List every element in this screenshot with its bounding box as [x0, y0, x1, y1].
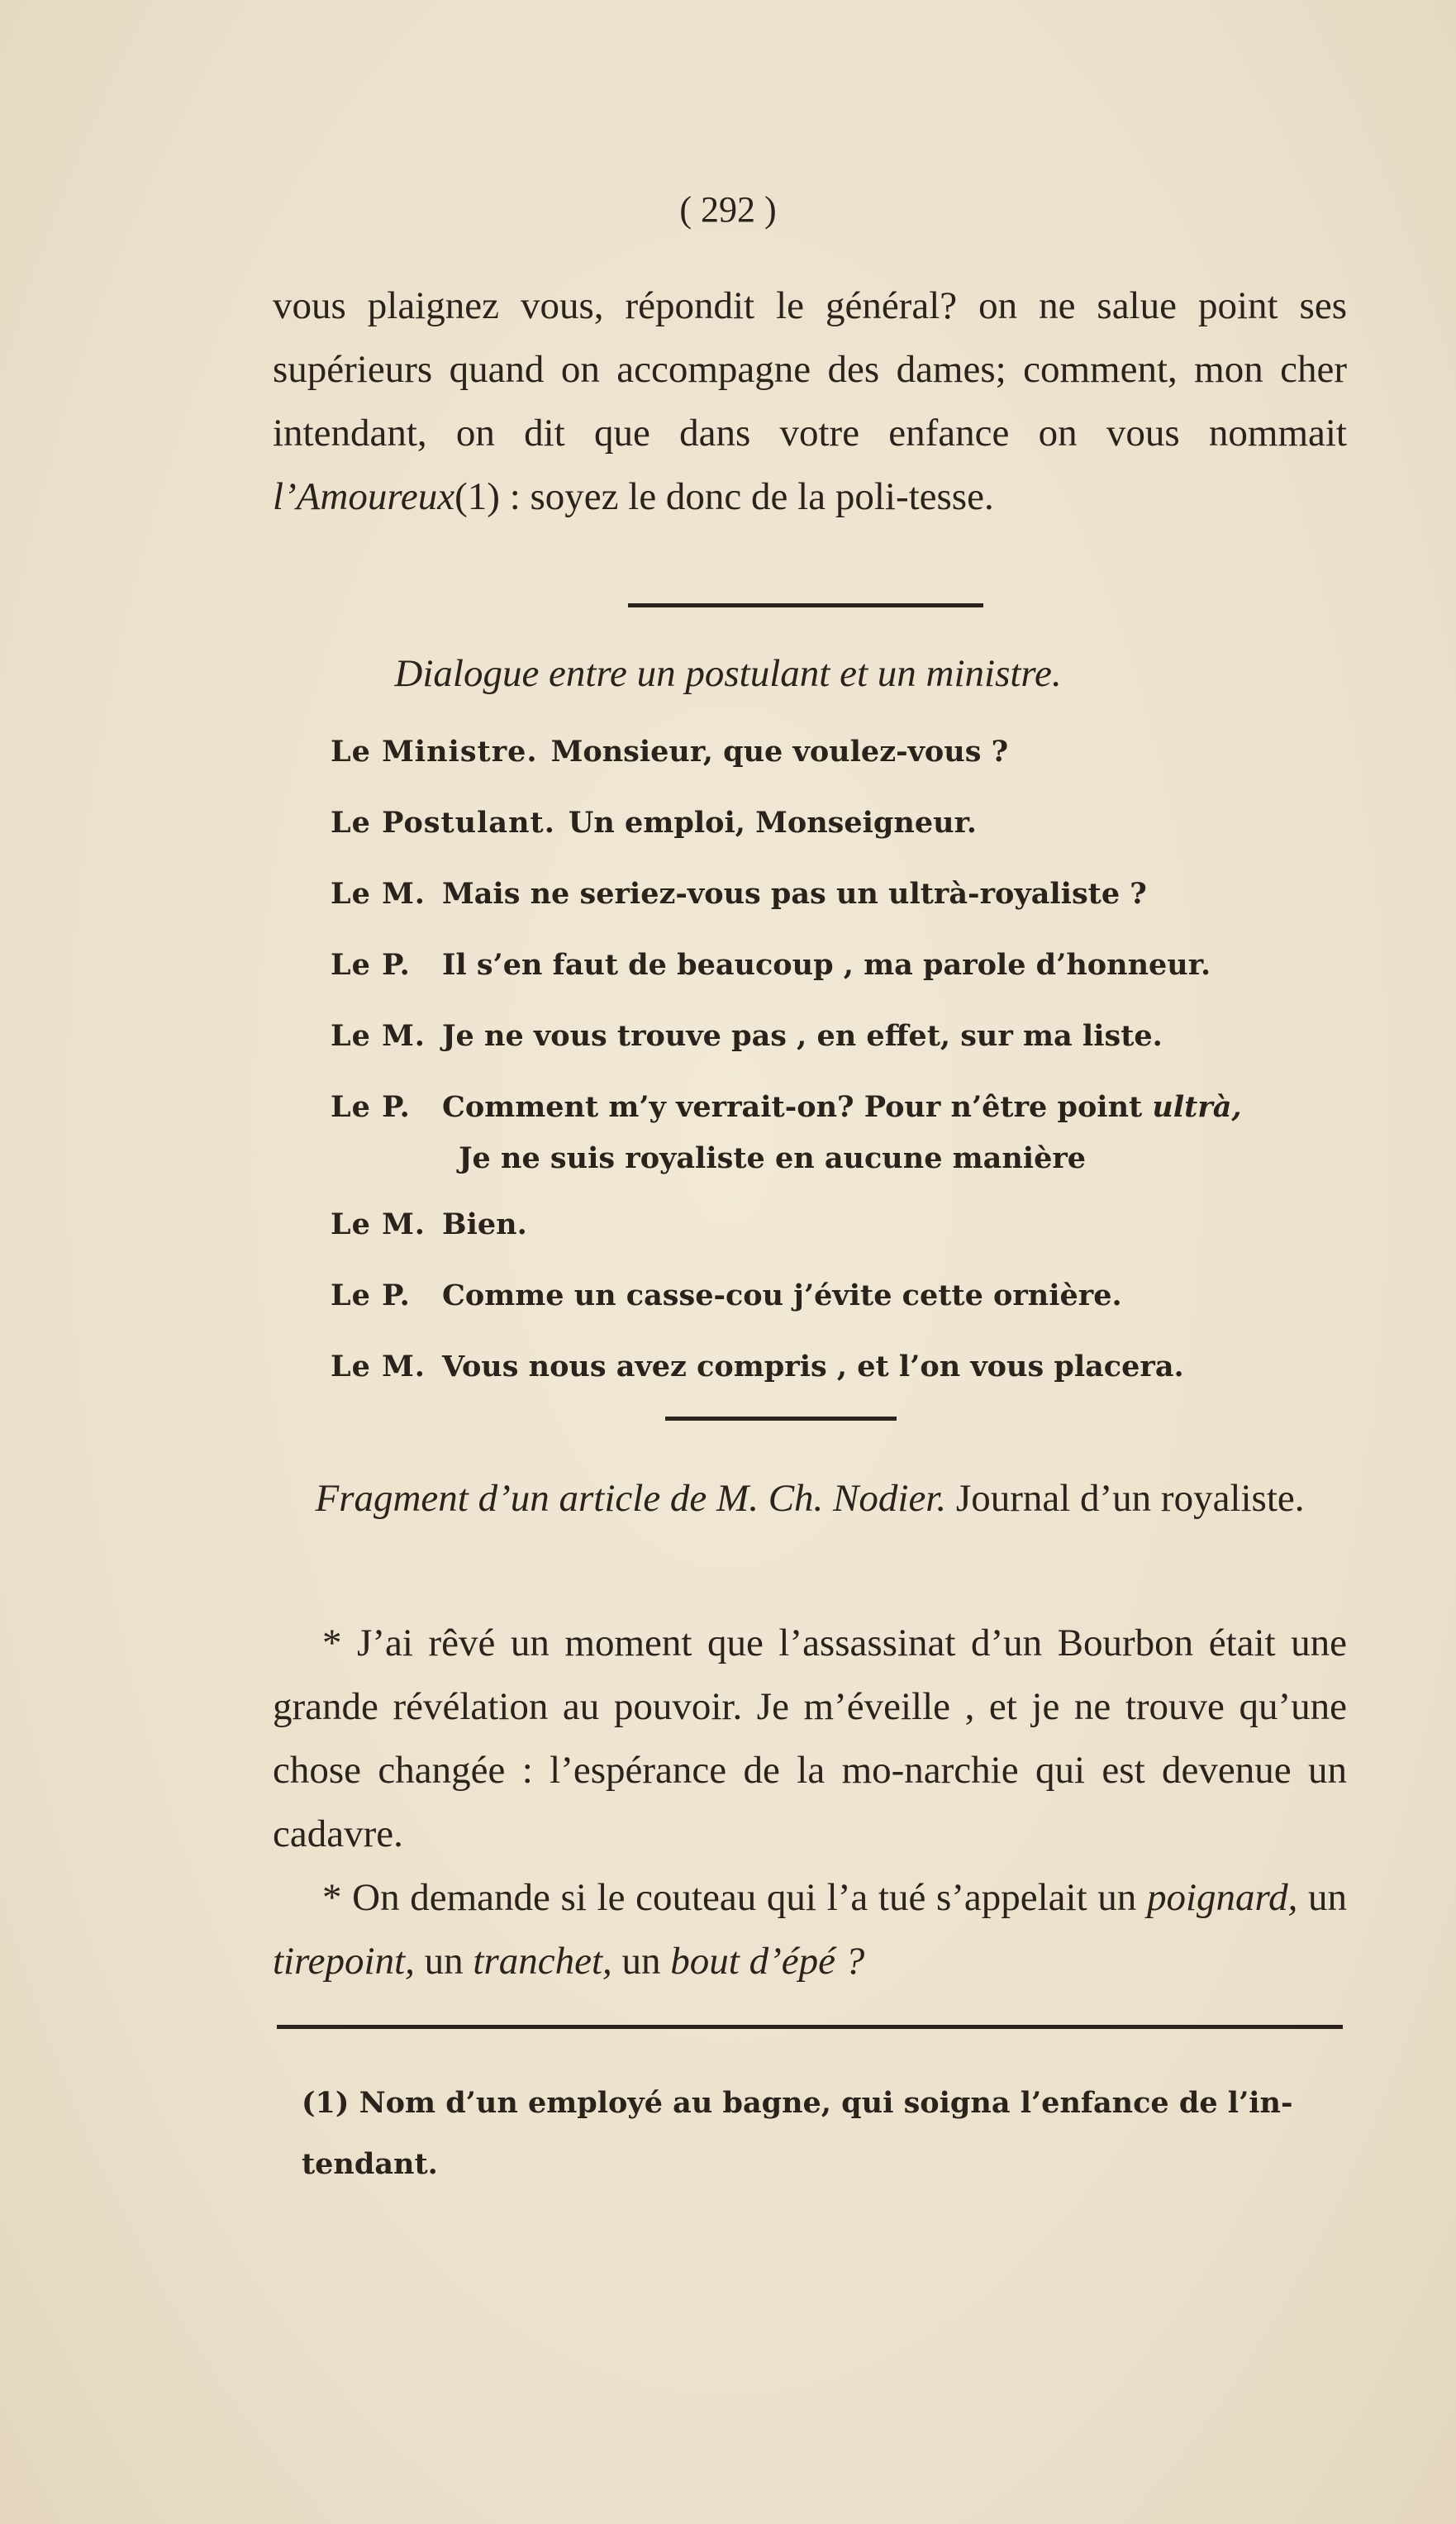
dialogue-line: Je ne suis royaliste en aucune manière: [459, 1141, 1087, 1175]
dialogue-line: Le Postulant. Un emploi, Monseigneur.: [331, 806, 977, 840]
dialogue-line: Le P. Il s’en faut de beaucoup , ma parole d’honneur.: [331, 948, 1211, 982]
fragment-paragraph: * On demande si le couteau qui l’a tué s’appelait un poignard, un tirepoint, un tranchet, un bout d’épé ?: [273, 1876, 1348, 1983]
footnote: (1) Nom d’un employé au bagne, qui soigna l’enfance de l’in-tendant.: [302, 2086, 1293, 2181]
fragment-body: [273, 1612, 1347, 1993]
dialogue-line: Le P. Comment m’y verrait-on? Pour n’être point ultrà,: [331, 1090, 1242, 1124]
intro-italic: l’Amoureux: [273, 475, 455, 518]
intro-text-after: (1) : soyez le donc de la poli-tesse.: [454, 475, 994, 518]
dialogue-line: Le P. Comme un casse-cou j’évite cette ornière.: [331, 1279, 1122, 1312]
dialogue-line: Le M. Mais ne seriez-vous pas un ultrà-royaliste ?: [331, 877, 1147, 911]
dialogue-line: Le M. Vous nous avez compris , et l’on vous placera.: [331, 1350, 1184, 1383]
intro-paragraph: [273, 274, 1347, 529]
dialogue-title: Dialogue entre un postulant et un ministre.: [394, 652, 1062, 695]
dialogue-line: Le M. Je ne vous trouve pas , en effet, sur ma liste.: [331, 1019, 1163, 1053]
dialogue-line: Le Ministre. Monsieur, que voulez-vous ?: [331, 735, 1009, 769]
footnote-rule: [277, 2025, 1343, 2029]
fragment-title: Fragment d’un article de M. Ch. Nodier. Journal d’un royaliste.: [315, 1477, 1305, 1520]
fragment-paragraph: * J’ai rêvé un moment que l’assassinat d’un Bourbon était une grande révélation au pouvoir. Je m’éveille , et je ne trouve qu’une chose changée : l’espérance de la mo-narchie qui est devenue un cadavre.: [273, 1622, 1347, 1855]
dialogue: [331, 727, 1322, 1413]
section-divider: [628, 603, 983, 607]
page-number: ( 292 ): [679, 189, 777, 230]
section-divider: [665, 1417, 897, 1421]
dialogue-line: Le M. Bien.: [331, 1207, 527, 1241]
intro-text: vous plaignez vous, répondit le général? on ne salue point ses supérieurs quand on accompagne des dames; comment, mon cher intendant, on dit que dans votre enfance on vous nommait: [273, 284, 1347, 455]
